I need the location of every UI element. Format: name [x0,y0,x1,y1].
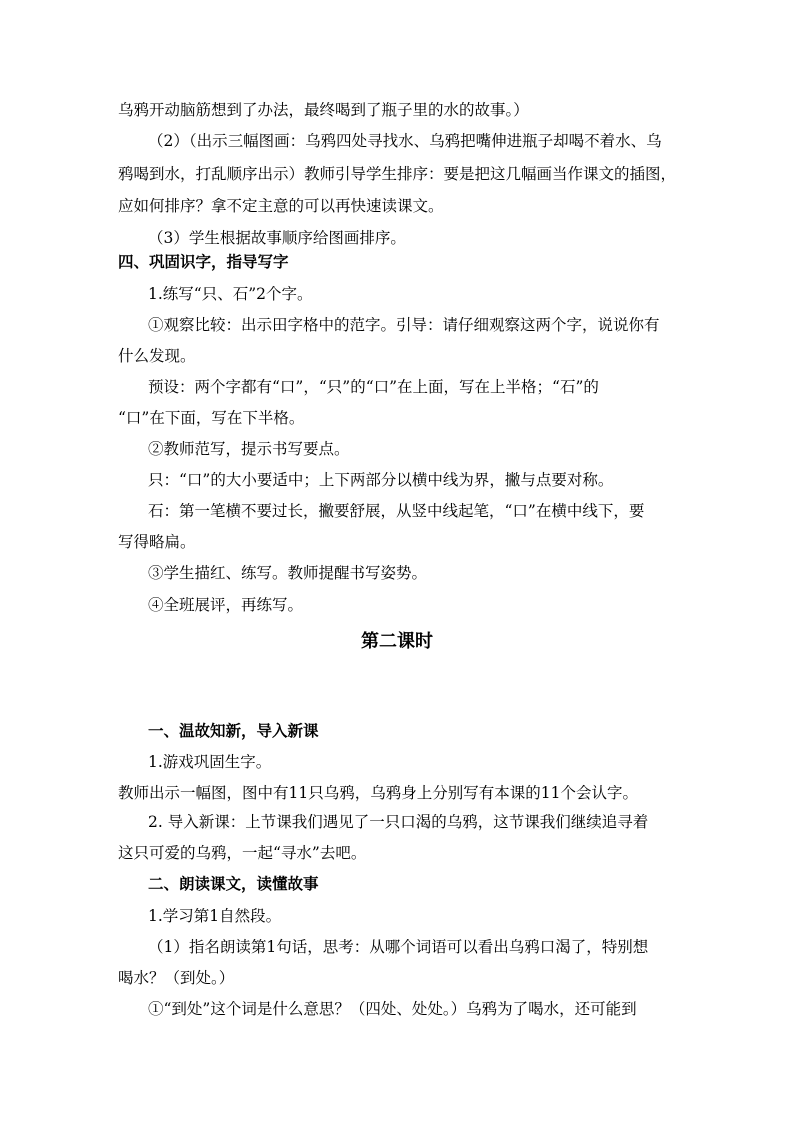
section-heading: 四、巩固识字，指导写字 [118,252,289,271]
paragraph-line: 这只可爱的乌鸦，一起“寻水”去吧。 [118,844,367,862]
paragraph-line: ②教师范写，提示书写要点。 [148,440,350,458]
paragraph-line: 乌鸦开动脑筋想到了办法，最终喝到了瓶子里的水的故事。） [118,101,529,119]
paragraph-line: ③学生描红、练写。教师提醒书写姿势。 [148,564,428,582]
paragraph-line: 写得略扁。 [118,533,196,551]
paragraph-line: 预设：两个字都有“口”，“只”的“口”在上面，写在上半格；“石”的 [148,378,599,396]
lesson-title: 第二课时 [361,631,433,652]
paragraph-line: 教师出示一幅图，图中有11只乌鸦，乌鸦身上分别写有本课的11个会认字。 [118,784,638,802]
paragraph-line: 2. 导入新课：上节课我们遇见了一只口渴的乌鸦，这节课我们继续追寻着 [148,813,649,831]
paragraph-line: 1.学习第1自然段。 [148,907,282,925]
paragraph-line: （2）（出示三幅图画：乌鸦四处寻找水、乌鸦把嘴伸进瓶子却喝不着水、乌 [148,132,662,150]
section-heading: 二、朗读课文，读懂故事 [148,874,319,893]
paragraph-line: 1.练写“只、石”2个字。 [148,285,313,303]
paragraph-line: 应如何排序？拿不定主意的可以再快速读课文。 [118,197,444,215]
paragraph-line: ①“到处”这个词是什么意思？（四处、处处。）乌鸦为了喝水，还可能到 [148,1000,637,1018]
paragraph-line: （3）学生根据故事顺序给图画排序。 [148,229,406,247]
paragraph-line: 石：第一笔横不要过长，撇要舒展，从竖中线起笔，“口”在横中线下，要 [148,502,645,520]
paragraph-line: ④全班展评，再练写。 [148,596,304,614]
paragraph-line: “口”在下面，写在下半格。 [118,409,305,427]
paragraph-line: （1）指名朗读第1句话，思考：从哪个词语可以看出乌鸦口渴了，特别想 [148,938,649,956]
paragraph-line: 什么发现。 [118,347,196,365]
paragraph-line: 喝水？（到处。） [118,969,235,987]
paragraph-line: 鸦喝到水，打乱顺序出示）教师引导学生排序：要是把这几幅画当作课文的插图， [118,165,677,183]
paragraph-line: 1.游戏巩固生字。 [148,753,272,771]
section-heading: 一、温故知新，导入新课 [148,721,319,740]
paragraph-line: 只：“口”的大小要适中；上下两部分以横中线为界，撇与点要对称。 [148,471,614,489]
paragraph-line: ①观察比较：出示田字格中的范字。引导：请仔细观察这两个字，说说你有 [148,316,660,334]
